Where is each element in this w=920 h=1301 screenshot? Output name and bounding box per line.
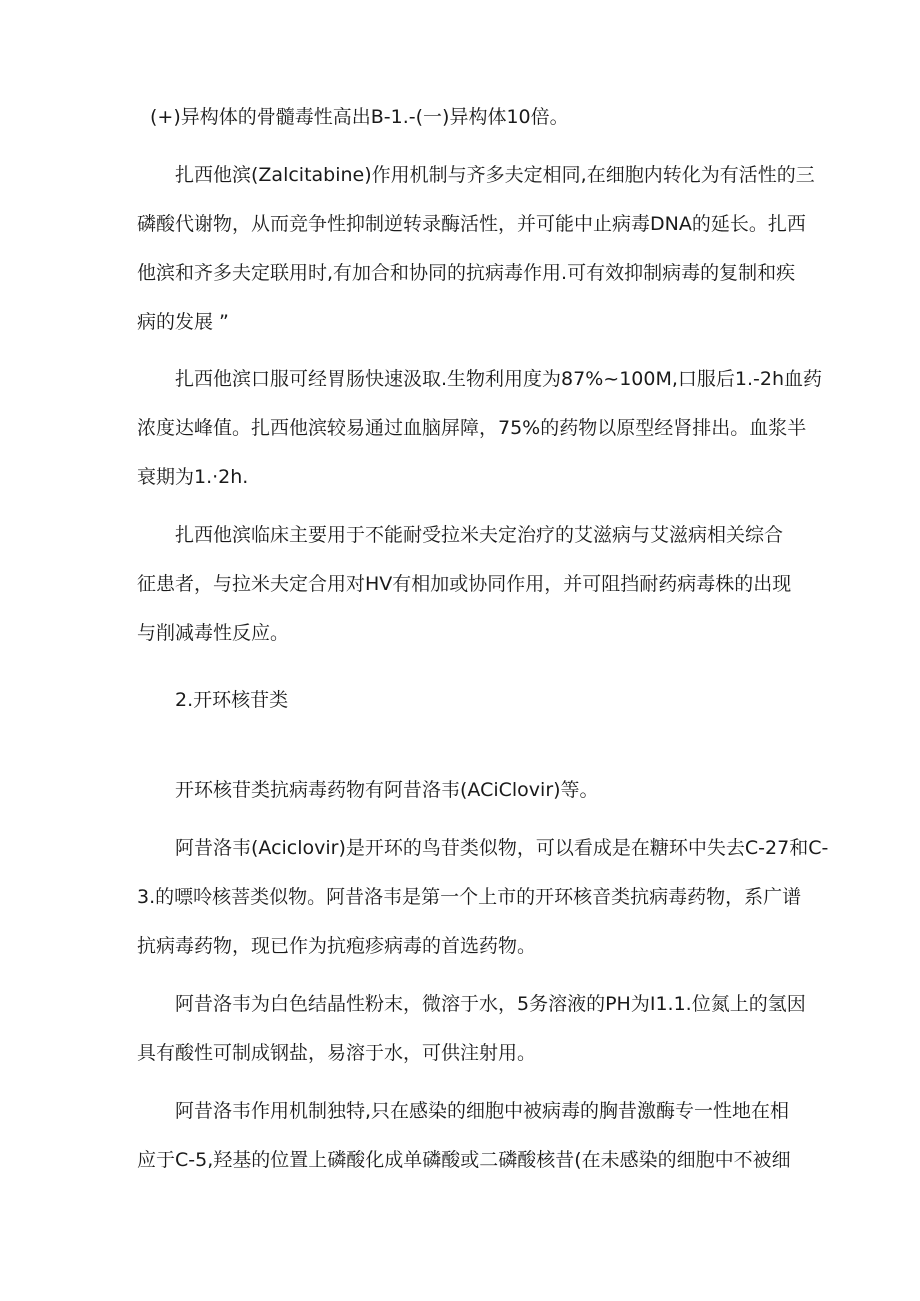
section-heading: 2.开环核苷类 [175,689,289,711]
text-line-17: 阿昔洛韦为白色结晶性粉末，微溶于水，5务溶液的PH为I1.1.位氮上的氢因 [175,993,806,1015]
text-line-8: 衰期为1.·2h. [137,466,249,488]
text-line-3: 磷酸代谢物，从而竞争性抑制逆转录酶活性，并可能中止病毒DNA的延长。扎西 [137,213,806,235]
text-line-16: 抗病毒药物，现已作为抗疱疹病毒的首选药物。 [137,935,537,957]
text-line-9: 扎西他滨临床主要用于不能耐受拉米夫定治疗的艾滋病与艾滋病相关综合 [175,524,784,546]
text-line-15: 3.的嘌呤核菩类似物。阿昔洛韦是第一个上市的开环核音类抗病毒药物，系广谱 [137,886,802,908]
text-line-11: 与削减毒性反应。 [137,622,290,644]
text-line-13: 开环核苷类抗病毒药物有阿昔洛韦(ACiClovir)等。 [175,779,599,801]
text-line-19: 阿昔洛韦作用机制独特,只在感染的细胞中被病毒的胸昔激酶专一性地在相 [175,1100,790,1122]
text-line-4: 他滨和齐多夫定联用时,有加合和协同的抗病毒作用.可有效抑制病毒的复制和疾 [137,262,796,284]
text-line-10: 征患者，与拉米夫定合用对HV有相加或协同作用，并可阻挡耐药病毒株的出现 [137,573,792,595]
text-line-18: 具有酸性可制成钢盐，易溶于水，可供注射用。 [137,1042,537,1064]
text-line-2: 扎西他滨(Zalcitabine)作用机制与齐多夫定相同,在细胞内转化为有活性的三 [175,164,815,186]
text-line-1: (+)异构体的骨髓毒性高出B-1.-(一)异构体10倍。 [150,106,569,128]
text-line-5: 病的发展 ” [137,311,229,333]
text-line-20: 应于C-5,羟基的位置上磷酸化成单磷酸或二磷酸核昔(在未感染的细胞中不被细 [137,1149,791,1171]
text-line-7: 浓度达峰值。扎西他滨较易通过血脑屏障，75%的药物以原型经肾排出。血浆半 [137,417,807,439]
text-line-6: 扎西他滨口服可经胃肠快速汲取.生物利用度为87%~100M,口服后1.-2h血药 [175,368,823,390]
text-line-14: 阿昔洛韦(Aciclovir)是开环的鸟苷类似物，可以看成是在糖环中失去C-27和C- [175,837,829,859]
